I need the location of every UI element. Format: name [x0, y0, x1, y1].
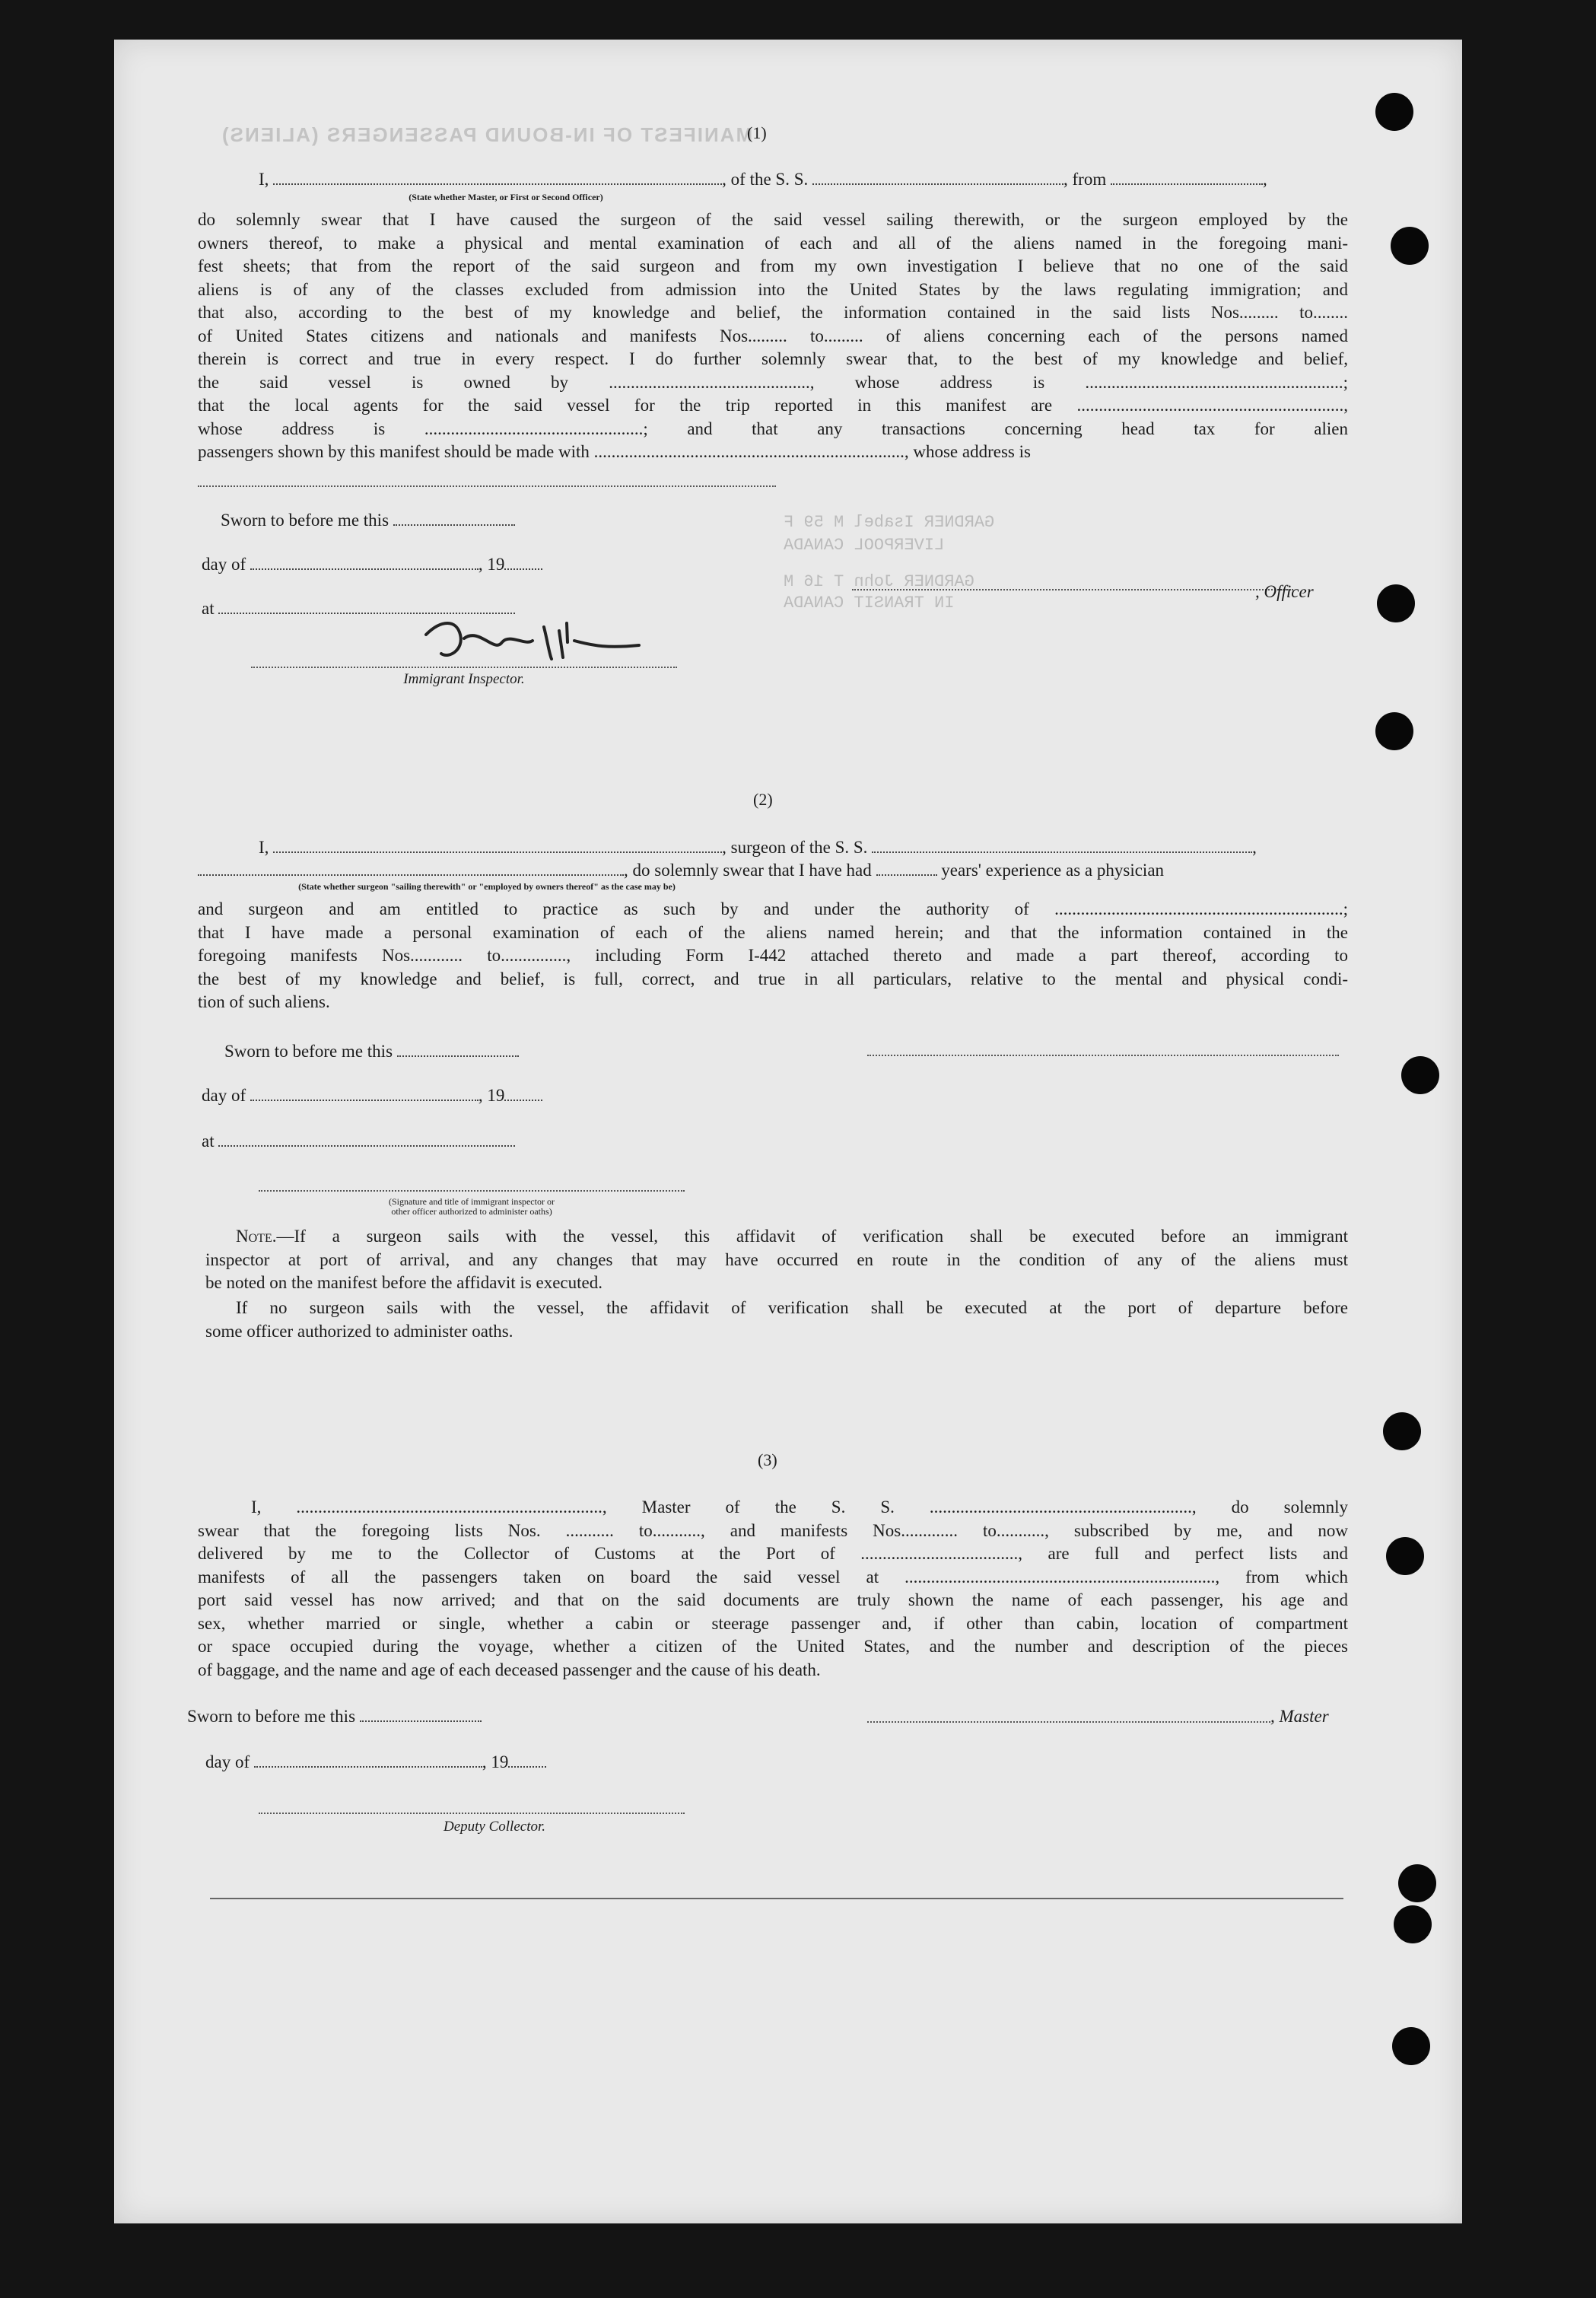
bleed-through-line-c: GARDNER John T 16 M: [784, 572, 974, 591]
section-3-body: I, ......................................................................, Master of the S. S. ............................................................, do solemnly swear that the foregoing lists Nos. ........... to..........., and manifests Nos............. to..........., subscribed by me, and now delivered by me to the Collector of Customs at the Port of ...................................., are full and perfect lists and manifests of all the passengers taken on board the said vessel at ......................................................................., from which port said vessel has now arrived; and that on the said documents are truly shown the name of each passenger, his age and sex, whether married or single, whether a cabin or steerage passenger and, if other than cabin, location of compartment or space occupied during the voyage, whether a citizen of the United States, and the number and description of the pieces of baggage, and the name and age of each deceased passenger and the cause of his death.: [198, 1498, 1348, 1679]
punch-hole-icon: [1386, 1537, 1424, 1575]
note-label: Note.: [236, 1227, 277, 1246]
officer-label: , Officer: [1255, 582, 1314, 601]
master-label: , Master: [1270, 1707, 1329, 1726]
section-2-sworn: Sworn to before me this: [224, 1041, 519, 1062]
bleed-through-line-d: IN TRANSIT CANADA: [784, 594, 955, 613]
inspector-label: Immigrant Inspector.: [403, 671, 525, 687]
officer-signature-line: [852, 589, 1293, 590]
section-2-signature-line: [259, 1190, 685, 1192]
master-signature-line: [867, 1721, 1270, 1723]
section-1-body: do solemnly swear that I have caused the surgeon of the said vessel sailing therewith, or the surgeon employed by the owners thereof, to make a physical and mental examination of each and all of the aliens named in the foregoing mani- fest sheets; that from the report of the said surgeon and from my own investigation I believe that no one of the said aliens is of any of the classes excluded from admission into the United States by the laws regulating immigration; and that also, according to the best of my knowledge and belief, the information contained in the said lists Nos......... to........ of United States citizens and nationals and manifests Nos......... to......... of aliens concerning each of the persons named therein is correct and true in every respect. I do further solemnly swear that, to the best of my knowledge and belief, the said vessel is owned by .............................................., whose address is ...........................................................; that the local agents for the said vessel for the trip reported in this manifest are ............................................................., whose address is ..................................................; and that any transactions concerning head tax for alien passengers shown by this manifest should be made with ......................................................................., whose address is: [198, 210, 1348, 461]
section-2-line-2: , do solemnly swear that I have had years' experience as a physician: [198, 860, 1164, 881]
section-2-at: at: [202, 1131, 515, 1152]
punch-hole-icon: [1383, 1412, 1421, 1450]
note-paragraph-2: If no surgeon sails with the vessel, the affidavit of verification shall be executed at the port of departure before some officer authorized to administer oaths.: [205, 1298, 1348, 1341]
punch-hole-icon: [1375, 93, 1413, 131]
label-of-ss: , of the S. S.: [722, 170, 809, 189]
section-2-number: (2): [753, 790, 773, 809]
bleed-through-line-a: GARDNER Isabel M 59 F: [784, 513, 995, 532]
section-1-at: at: [202, 598, 515, 619]
section-3-number: (3): [758, 1450, 777, 1469]
surgeon-signature-line: [867, 1055, 1339, 1056]
punch-hole-icon: [1377, 584, 1415, 622]
section-1-day-of: day of , 19: [202, 554, 542, 575]
section-2-line-1: I, , surgeon of the S. S. ,: [259, 838, 1257, 857]
punch-hole-icon: [1398, 1864, 1436, 1902]
inspector-signature-line: [251, 667, 677, 668]
punch-hole-icon: [1401, 1056, 1439, 1094]
punch-hole-icon: [1392, 2027, 1430, 2065]
section-3-day-of: day of , 19: [205, 1752, 546, 1773]
section-3-sworn: Sworn to before me this: [187, 1706, 482, 1727]
sig-note-1: (Signature and title of immigrant inspector or: [389, 1196, 555, 1207]
manifest-page: [114, 40, 1462, 2223]
label-from: , from: [1063, 170, 1107, 189]
bleed-through-line-b: LIVERPOOL CANADA: [784, 536, 945, 555]
section-2-body: and surgeon and am entitled to practice as such by and under the authority of ..................................................................; that I have made a personal examination of each of the aliens named herein; and that the information contained in the foregoing manifests Nos............ to..............., including Form I-442 attached thereto and made a part thereof, according to the best of my knowledge and belief, is full, correct, and true in all particulars, relative to the mental and physical condi- tion of such aliens.: [198, 899, 1348, 1011]
deputy-signature-line: [259, 1813, 685, 1814]
section-1-address-line: [198, 485, 776, 487]
deputy-label: Deputy Collector.: [443, 1819, 546, 1835]
surgeon-note: (State whether surgeon "sailing therewith" or "employed by owners thereof" as the case may be): [298, 881, 676, 892]
section-1-number: (1): [747, 123, 767, 142]
label-i: I,: [259, 170, 269, 189]
section-1-sworn: Sworn to before me this: [221, 510, 515, 531]
ghost-title: MANIFEST OF IN-BOUND PASSENGERS (ALIENS): [221, 123, 753, 146]
section-2-day-of: day of , 19: [202, 1085, 542, 1106]
punch-hole-icon: [1394, 1905, 1432, 1943]
bottom-rule: [210, 1898, 1343, 1899]
sig-note-2: other officer authorized to administer oaths): [391, 1206, 552, 1217]
master-note: (State whether Master, or First or Second Officer): [409, 192, 603, 202]
section-1-line-1: I, , of the S. S. , from ,: [259, 170, 1267, 189]
inspector-signature-icon: [411, 612, 669, 673]
punch-hole-icon: [1391, 227, 1429, 265]
punch-hole-icon: [1375, 712, 1413, 750]
note-paragraph-1: Note.—If a surgeon sails with the vessel, this affidavit of verification shall be executed before an immigrant inspector at port of arrival, and any changes that may have occurred en route in the condition of any of the aliens must be noted on the manifest before the affidavit is executed.: [205, 1227, 1348, 1292]
